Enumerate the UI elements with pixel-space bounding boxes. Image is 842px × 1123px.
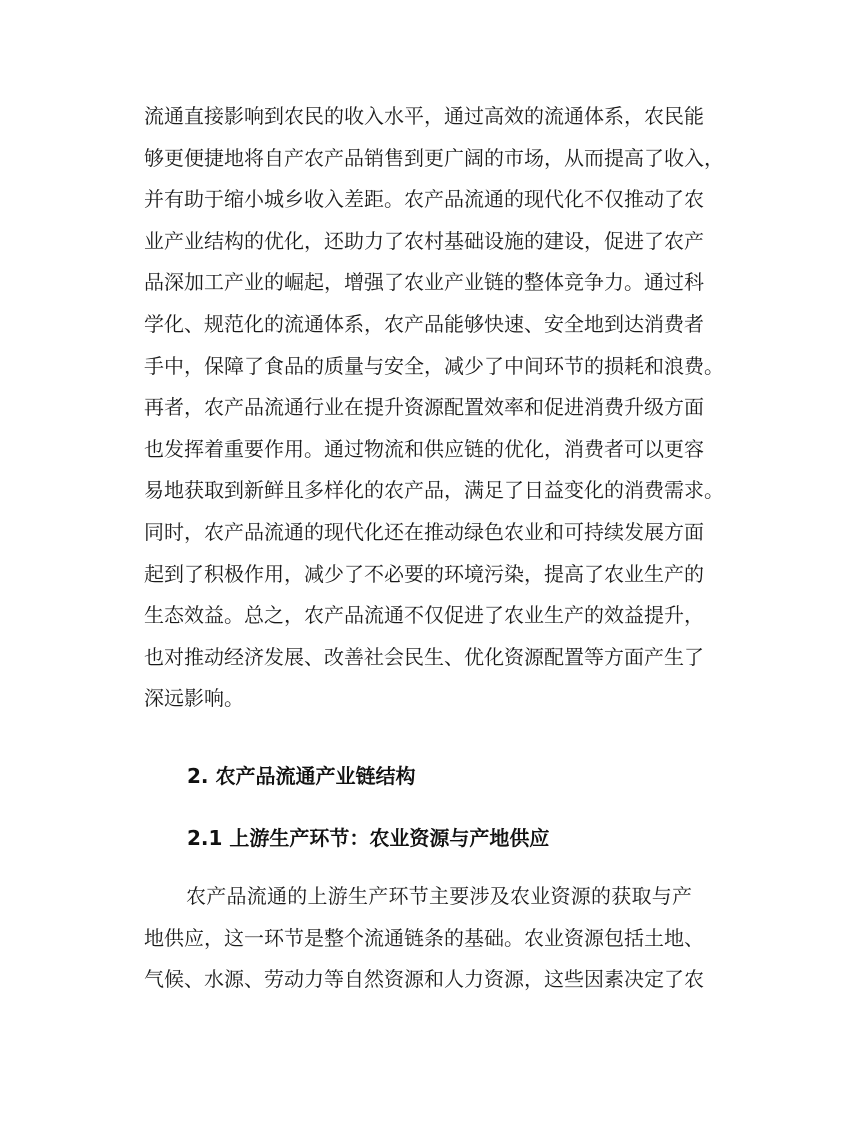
text-line: 起到了积极作用，减少了不必要的环境污染，提高了农业生产的 (144, 561, 704, 586)
text-line: 地供应，这一环节是整个流通链条的基础。农业资源包括土地、 (144, 925, 704, 950)
text-line: 农产品流通的上游生产环节主要涉及农业资源的获取与产 (186, 884, 692, 908)
text-line: 易地获取到新鲜且多样化的农产品，满足了日益变化的消费需求。 (144, 478, 724, 503)
text-line: 并有助于缩小城乡收入差距。农产品流通的现代化不仅推动了农 (144, 187, 704, 212)
text-line: 气候、水源、劳动力等自然资源和人力资源，这些因素决定了农 (144, 967, 704, 992)
text-line: 够更便捷地将自产农产品销售到更广阔的市场，从而提高了收入， (144, 145, 724, 170)
subsection-heading: 2.1 上游生产环节：农业资源与产地供应 (187, 826, 550, 850)
text-line: 生态效益。总之，农产品流通不仅促进了农业生产的效益提升， (144, 603, 704, 628)
body-paragraph-1 (144, 96, 724, 720)
text-line: 同时，农产品流通的现代化还在推动绿色农业和可持续发展方面 (144, 519, 704, 544)
text-line: 深远影响。 (144, 686, 244, 711)
text-line: 再者，农产品流通行业在提升资源配置效率和促进消费升级方面 (144, 395, 704, 420)
body-paragraph-2 (144, 876, 704, 1001)
text-line: 业产业结构的优化，还助力了农村基础设施的建设，促进了农产 (144, 228, 704, 253)
text-line: 手中，保障了食品的质量与安全，减少了中间环节的损耗和浪费。 (144, 353, 724, 378)
text-line: 也对推动经济发展、改善社会民生、优化资源配置等方面产生了 (144, 644, 704, 669)
section-heading: 2. 农产品流通产业链结构 (187, 764, 416, 788)
text-line: 学化、规范化的流通体系，农产品能够快速、安全地到达消费者 (144, 311, 704, 336)
text-line: 流通直接影响到农民的收入水平，通过高效的流通体系，农民能 (144, 104, 704, 128)
text-line: 品深加工产业的崛起，增强了农业产业链的整体竞争力。通过科 (144, 270, 704, 295)
text-line: 也发挥着重要作用。通过物流和供应链的优化，消费者可以更容 (144, 436, 704, 461)
